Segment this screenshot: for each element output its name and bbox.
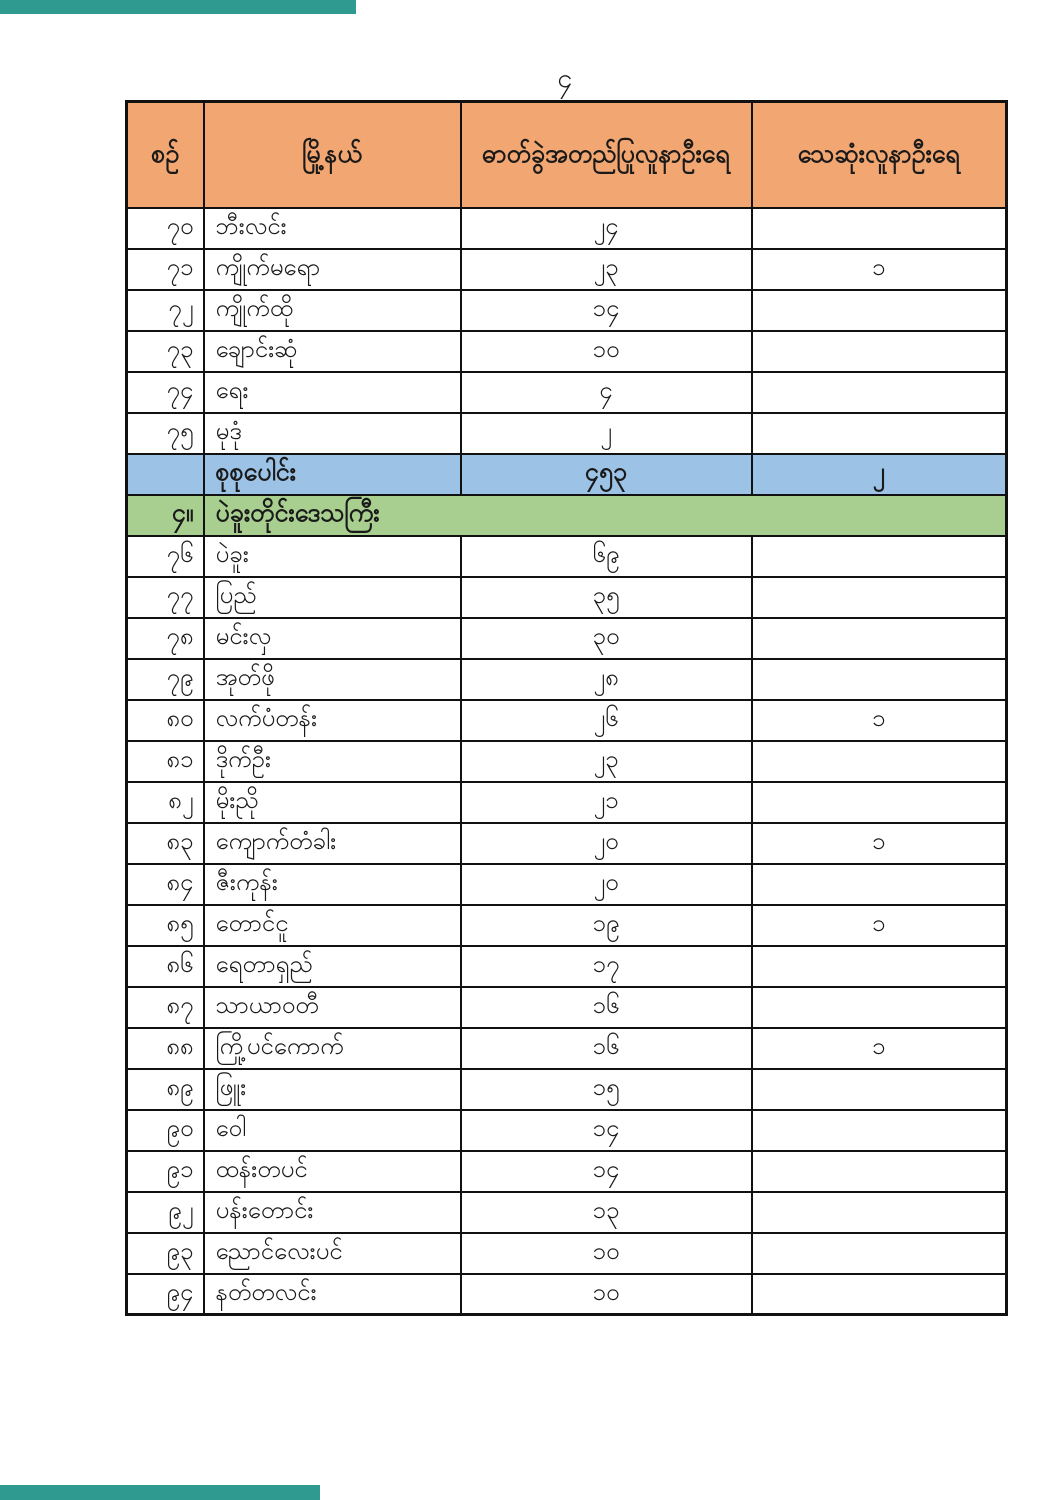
confirmed-count-cell: ၁၀ <box>461 1274 752 1315</box>
deaths-count-cell <box>752 741 1007 782</box>
confirmed-count-cell: ၁၀ <box>461 1233 752 1274</box>
table-row <box>127 823 1007 864</box>
serial-cell: ၈၉ <box>127 1069 204 1110</box>
confirmed-count-cell: ၁၆ <box>461 1028 752 1069</box>
table-row <box>127 1274 1007 1315</box>
serial-cell: ၈၇ <box>127 987 204 1028</box>
column-header-deaths: သေဆုံးလူနာဦးရေ <box>752 102 1007 208</box>
deaths-count-cell: ၁ <box>752 823 1007 864</box>
section-header-row <box>127 495 1007 536</box>
page-number: ၄ <box>557 63 573 93</box>
confirmed-count-cell: ၂၈ <box>461 659 752 700</box>
deaths-count-cell <box>752 331 1007 372</box>
deaths-count-cell: ၁ <box>752 1028 1007 1069</box>
township-cell: ကြို့ပင်ကောက် <box>204 1028 461 1069</box>
deaths-count-cell <box>752 413 1007 454</box>
table-row <box>127 618 1007 659</box>
table-row <box>127 987 1007 1028</box>
deaths-count-cell <box>752 1110 1007 1151</box>
serial-cell: ၈၂ <box>127 782 204 823</box>
column-header-confirmed: ဓာတ်ခွဲအတည်ပြုလူနာဦးရေ <box>461 102 752 208</box>
serial-cell: ၉၃ <box>127 1233 204 1274</box>
township-cell: ဖြူး <box>204 1069 461 1110</box>
township-cell: ဒိုက်ဦး <box>204 741 461 782</box>
township-cell: ပဲခူး <box>204 536 461 577</box>
section-number-cell: ၄။ <box>127 495 204 536</box>
serial-cell: ၇၇ <box>127 577 204 618</box>
deaths-count-cell <box>752 659 1007 700</box>
serial-cell: ၈၀ <box>127 700 204 741</box>
total-label-cell: စုစုပေါင်း <box>204 454 461 495</box>
table-row <box>127 1151 1007 1192</box>
table-row <box>127 1192 1007 1233</box>
township-cell: ချောင်းဆုံ <box>204 331 461 372</box>
serial-cell: ၈၅ <box>127 905 204 946</box>
confirmed-count-cell: ၄၅၃ <box>461 454 752 495</box>
serial-cell: ၈၆ <box>127 946 204 987</box>
confirmed-count-cell: ၂၃ <box>461 741 752 782</box>
township-cell: သာယာဝတီ <box>204 987 461 1028</box>
serial-cell: ၇၄ <box>127 372 204 413</box>
header-row <box>127 102 1007 208</box>
deaths-count-cell <box>752 946 1007 987</box>
column-header-township: မြို့နယ် <box>204 102 461 208</box>
serial-cell: ၇၆ <box>127 536 204 577</box>
township-cell: ကျိုက်ထို <box>204 290 461 331</box>
serial-cell: ၈၄ <box>127 864 204 905</box>
serial-cell: ၈၁ <box>127 741 204 782</box>
deaths-count-cell <box>752 577 1007 618</box>
confirmed-count-cell: ၆၉ <box>461 536 752 577</box>
section-title-cell: ပဲခူးတိုင်းဒေသကြီး <box>204 495 1007 536</box>
table-row <box>127 290 1007 331</box>
serial-cell: ၇၃ <box>127 331 204 372</box>
serial-cell: ၉၄ <box>127 1274 204 1315</box>
township-cell: ကျောက်တံခါး <box>204 823 461 864</box>
serial-cell: ၇၉ <box>127 659 204 700</box>
township-cell: ပြည် <box>204 577 461 618</box>
table-row <box>127 331 1007 372</box>
deaths-count-cell: ၂ <box>752 454 1007 495</box>
table-row <box>127 782 1007 823</box>
table-row <box>127 1069 1007 1110</box>
confirmed-count-cell: ၂၀ <box>461 823 752 864</box>
township-cell: ဝေါ <box>204 1110 461 1151</box>
table-row <box>127 372 1007 413</box>
township-cell: မင်းလှ <box>204 618 461 659</box>
confirmed-count-cell: ၁၄ <box>461 1151 752 1192</box>
table-row <box>127 700 1007 741</box>
confirmed-count-cell: ၄ <box>461 372 752 413</box>
deaths-count-cell <box>752 987 1007 1028</box>
confirmed-count-cell: ၁၇ <box>461 946 752 987</box>
serial-cell: ၈၈ <box>127 1028 204 1069</box>
table-row <box>127 1110 1007 1151</box>
serial-cell: ၇၂ <box>127 290 204 331</box>
township-cell: ဘီးလင်း <box>204 208 461 249</box>
table-row <box>127 905 1007 946</box>
top-edge-accent-bar <box>0 0 356 14</box>
township-cell: ထန်းတပင် <box>204 1151 461 1192</box>
confirmed-count-cell: ၃၅ <box>461 577 752 618</box>
confirmed-count-cell: ၂၁ <box>461 782 752 823</box>
serial-cell: ၉၂ <box>127 1192 204 1233</box>
table-row <box>127 741 1007 782</box>
township-cell: အုတ်ဖို <box>204 659 461 700</box>
table-row <box>127 536 1007 577</box>
serial-cell: ၇၈ <box>127 618 204 659</box>
township-cell: ဇီးကုန်း <box>204 864 461 905</box>
serial-cell <box>127 454 204 495</box>
deaths-count-cell <box>752 1233 1007 1274</box>
table-row <box>127 659 1007 700</box>
bottom-edge-accent-bar <box>0 1485 320 1500</box>
confirmed-count-cell: ၂၆ <box>461 700 752 741</box>
deaths-count-cell: ၁ <box>752 905 1007 946</box>
confirmed-count-cell: ၂၃ <box>461 249 752 290</box>
confirmed-count-cell: ၂၄ <box>461 208 752 249</box>
table-row <box>127 946 1007 987</box>
confirmed-count-cell: ၁၄ <box>461 1110 752 1151</box>
confirmed-count-cell: ၁၅ <box>461 1069 752 1110</box>
deaths-count-cell: ၁ <box>752 249 1007 290</box>
confirmed-count-cell: ၁၉ <box>461 905 752 946</box>
serial-cell: ၉၁ <box>127 1151 204 1192</box>
column-header-serial: စဉ် <box>127 102 204 208</box>
table-header <box>127 102 1007 208</box>
confirmed-count-cell: ၃၀ <box>461 618 752 659</box>
township-cell: ရေး <box>204 372 461 413</box>
deaths-count-cell <box>752 1151 1007 1192</box>
table-row <box>127 208 1007 249</box>
serial-cell: ၇၁ <box>127 249 204 290</box>
township-cell: နတ်တလင်း <box>204 1274 461 1315</box>
township-cell: မိုးညို <box>204 782 461 823</box>
deaths-count-cell: ၁ <box>752 700 1007 741</box>
table-row <box>127 577 1007 618</box>
table-row <box>127 864 1007 905</box>
township-cell: လက်ပံတန်း <box>204 700 461 741</box>
deaths-count-cell <box>752 372 1007 413</box>
confirmed-count-cell: ၂၀ <box>461 864 752 905</box>
deaths-count-cell <box>752 536 1007 577</box>
confirmed-count-cell: ၁၃ <box>461 1192 752 1233</box>
township-cell: ရေတာရှည် <box>204 946 461 987</box>
serial-cell: ၈၃ <box>127 823 204 864</box>
township-statistics-table <box>125 100 1008 1316</box>
deaths-count-cell <box>752 618 1007 659</box>
township-cell: ပန်းတောင်း <box>204 1192 461 1233</box>
deaths-count-cell <box>752 208 1007 249</box>
serial-cell: ၇၅ <box>127 413 204 454</box>
table-body <box>127 208 1007 1315</box>
table-row <box>127 413 1007 454</box>
deaths-count-cell <box>752 1192 1007 1233</box>
deaths-count-cell <box>752 1069 1007 1110</box>
deaths-count-cell <box>752 864 1007 905</box>
table-row <box>127 249 1007 290</box>
township-cell: မုဒုံ <box>204 413 461 454</box>
total-row <box>127 454 1007 495</box>
table-row <box>127 1233 1007 1274</box>
deaths-count-cell <box>752 290 1007 331</box>
township-cell: တောင်ငူ <box>204 905 461 946</box>
confirmed-count-cell: ၁၄ <box>461 290 752 331</box>
deaths-count-cell <box>752 782 1007 823</box>
serial-cell: ၉၀ <box>127 1110 204 1151</box>
confirmed-count-cell: ၁၆ <box>461 987 752 1028</box>
township-cell: ကျိုက်မရော <box>204 249 461 290</box>
deaths-count-cell <box>752 1274 1007 1315</box>
table-row <box>127 1028 1007 1069</box>
confirmed-count-cell: ၂ <box>461 413 752 454</box>
confirmed-count-cell: ၁၀ <box>461 331 752 372</box>
serial-cell: ၇၀ <box>127 208 204 249</box>
township-cell: ညောင်လေးပင် <box>204 1233 461 1274</box>
